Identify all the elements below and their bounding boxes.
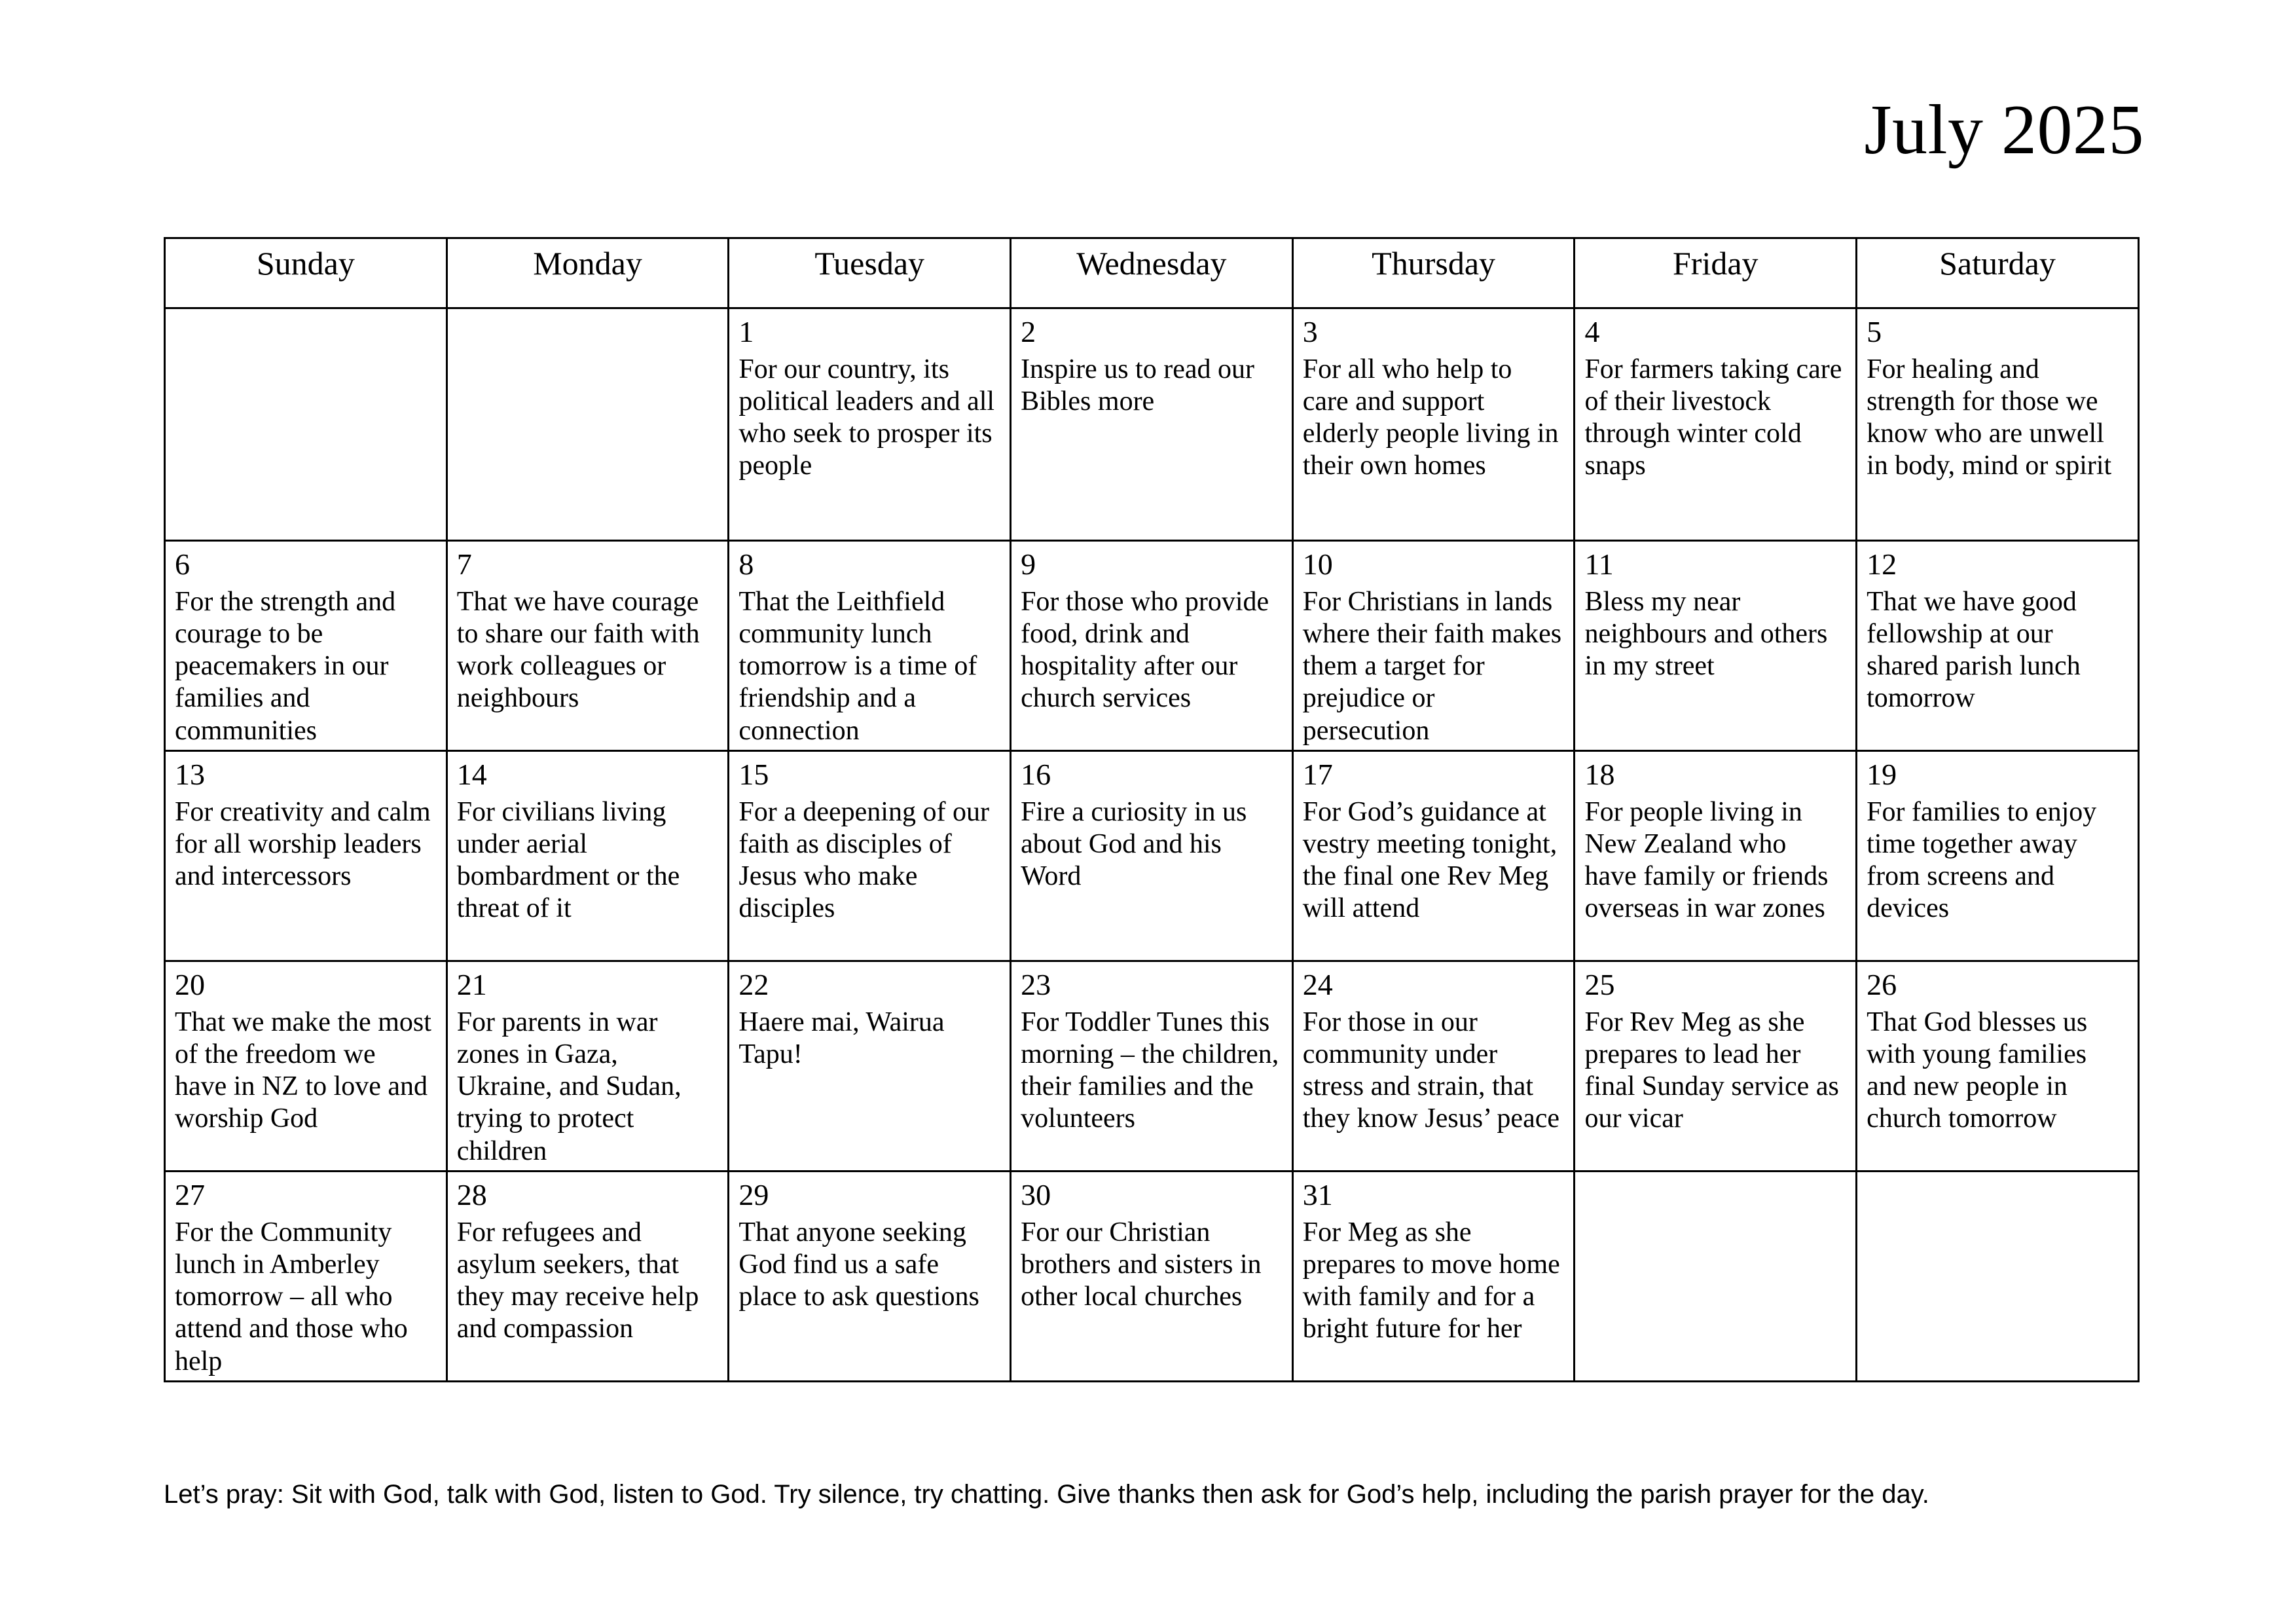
calendar-day-cell [165, 308, 447, 541]
day-number: 27 [175, 1178, 205, 1211]
page-title: July 2025 [1864, 91, 2144, 169]
day-number: 17 [1302, 758, 1333, 791]
day-prayer-text: For the Community lunch in Amberley tomorrow – all who attend and those who help [175, 1217, 408, 1376]
day-prayer-text: For our Christian brothers and sisters in other local churches [1021, 1217, 1262, 1312]
footer-note: Let’s pray: Sit with God, talk with God, listen to God. Try silence, try chatting. Give thanks then ask for God’s help, including the parish prayer for the day. [164, 1480, 1929, 1509]
calendar-day-cell [1292, 751, 1575, 961]
calendar-week-row [165, 541, 2139, 751]
day-prayer-text: For people living in New Zealand who have family or friends overseas in war zones [1584, 797, 1829, 924]
calendar-day-cell [1857, 308, 2139, 541]
day-number: 12 [1867, 547, 1897, 581]
day-number: 14 [456, 758, 487, 791]
day-prayer-text [448, 317, 728, 323]
calendar-day-cell [1011, 308, 1293, 541]
day-prayer-text [1575, 1180, 1855, 1187]
day-number [1857, 1172, 2138, 1180]
day-prayer-text: For Toddler Tunes this morning – the children, their families and the volunteers [1021, 1007, 1279, 1134]
weekday-header-monday: Monday [446, 238, 729, 308]
day-number: 21 [456, 968, 487, 1001]
calendar-day-cell [1292, 1172, 1575, 1382]
calendar-day-cell [1857, 751, 2139, 961]
day-number: 25 [1584, 968, 1615, 1001]
calendar-day-cell [1292, 308, 1575, 541]
day-prayer-text: For civilians living under aerial bombardment or the threat of it [456, 797, 680, 924]
day-prayer-text: For a deepening of our faith as disciples of Jesus who make disciples [738, 797, 989, 924]
day-number: 23 [1021, 968, 1051, 1001]
calendar-day-cell [1011, 541, 1293, 751]
day-number [166, 309, 446, 317]
calendar-day-cell [446, 541, 729, 751]
calendar-day-cell [446, 308, 729, 541]
day-prayer-text: For creativity and calm for all worship leaders and intercessors [175, 797, 431, 892]
calendar-day-cell [446, 1172, 729, 1382]
calendar-day-cell [446, 961, 729, 1172]
day-prayer-text: For those who provide food, drink and hospitality after our church services [1021, 587, 1269, 714]
day-prayer-text: For all who help to care and support elderly people living in their own homes [1302, 354, 1559, 481]
day-number: 1 [738, 315, 754, 348]
day-prayer-text: Fire a curiosity in us about God and his Word [1021, 797, 1247, 892]
calendar-day-cell [1011, 1172, 1293, 1382]
weekday-header-sunday: Sunday [165, 238, 447, 308]
day-prayer-text: For healing and strength for those we know who are unwell in body, mind or spirit [1867, 354, 2112, 481]
day-number: 22 [738, 968, 769, 1001]
calendar-table [164, 237, 2140, 1382]
calendar-container [164, 237, 2138, 1382]
calendar-day-cell [1575, 961, 1857, 1172]
day-number: 16 [1021, 758, 1051, 791]
day-number [448, 309, 728, 317]
calendar-day-cell [729, 751, 1011, 961]
calendar-day-cell [1575, 1172, 1857, 1382]
day-number: 7 [456, 547, 472, 581]
day-number: 4 [1584, 315, 1600, 348]
day-number: 20 [175, 968, 205, 1001]
calendar-week-row [165, 751, 2139, 961]
calendar-header-row [165, 238, 2139, 308]
weekday-header-saturday: Saturday [1857, 238, 2139, 308]
calendar-day-cell [729, 961, 1011, 1172]
day-prayer-text: For Christians in lands where their faith makes them a target for prejudice or persecution [1302, 587, 1562, 746]
day-prayer-text: Bless my near neighbours and others in my street [1584, 587, 1828, 682]
day-prayer-text: For those in our community under stress and strain, that they know Jesus’ peace [1302, 1007, 1560, 1134]
calendar-day-cell [1857, 1172, 2139, 1382]
day-prayer-text: That we have good fellowship at our shared parish lunch tomorrow [1867, 587, 2081, 714]
day-number: 10 [1302, 547, 1333, 581]
day-prayer-text: That the Leithfield community lunch tomorrow is a time of friendship and a connection [738, 587, 977, 746]
calendar-day-cell [1011, 961, 1293, 1172]
calendar-day-cell [165, 541, 447, 751]
day-number: 2 [1021, 315, 1036, 348]
day-number: 30 [1021, 1178, 1051, 1211]
day-prayer-text: That we have courage to share our faith with work colleagues or neighbours [456, 587, 700, 714]
calendar-day-cell [1857, 541, 2139, 751]
calendar-week-row [165, 308, 2139, 541]
day-prayer-text: For the strength and courage to be peacemakers in our families and communities [175, 587, 396, 746]
day-number: 31 [1302, 1178, 1333, 1211]
calendar-day-cell [1011, 751, 1293, 961]
day-number: 3 [1302, 315, 1318, 348]
day-number: 11 [1584, 547, 1614, 581]
calendar-day-cell [1292, 961, 1575, 1172]
day-number: 5 [1867, 315, 1882, 348]
day-number: 15 [738, 758, 769, 791]
calendar-day-cell [1857, 961, 2139, 1172]
calendar-week-row [165, 1172, 2139, 1382]
day-prayer-text: That God blesses us with young families and new people in church tomorrow [1867, 1007, 2088, 1134]
day-number: 6 [175, 547, 190, 581]
calendar-week-row [165, 961, 2139, 1172]
day-prayer-text [166, 317, 446, 323]
calendar-day-cell [165, 961, 447, 1172]
calendar-day-cell [1575, 541, 1857, 751]
day-prayer-text: That we make the most of the freedom we have in NZ to love and worship God [175, 1007, 431, 1134]
calendar-day-cell [165, 1172, 447, 1382]
day-prayer-text: For parents in war zones in Gaza, Ukraine, and Sudan, trying to protect children [456, 1007, 682, 1166]
day-number: 19 [1867, 758, 1897, 791]
calendar-day-cell [1575, 308, 1857, 541]
day-prayer-text [1857, 1180, 2138, 1187]
day-prayer-text: For farmers taking care of their livestock through winter cold snaps [1584, 354, 1842, 481]
calendar-day-cell [729, 541, 1011, 751]
calendar-day-cell [729, 308, 1011, 541]
day-number: 9 [1021, 547, 1036, 581]
weekday-header-tuesday: Tuesday [729, 238, 1011, 308]
day-prayer-text: Haere mai, Wairua Tapu! [738, 1007, 945, 1070]
day-number: 24 [1302, 968, 1333, 1001]
weekday-header-friday: Friday [1575, 238, 1857, 308]
day-prayer-text: For families to enjoy time together away from screens and devices [1867, 797, 2097, 924]
day-number [1575, 1172, 1855, 1180]
calendar-day-cell [729, 1172, 1011, 1382]
day-prayer-text: Inspire us to read our Bibles more [1021, 354, 1254, 417]
day-prayer-text: For Meg as she prepares to move home with family and for a bright future for her [1302, 1217, 1560, 1344]
day-prayer-text: For God’s guidance at vestry meeting tonight, the final one Rev Meg will attend [1302, 797, 1558, 924]
calendar-day-cell [165, 751, 447, 961]
day-number: 29 [738, 1178, 769, 1211]
day-number: 28 [456, 1178, 487, 1211]
day-number: 8 [738, 547, 754, 581]
weekday-header-wednesday: Wednesday [1011, 238, 1293, 308]
calendar-day-cell [446, 751, 729, 961]
calendar-day-cell [1575, 751, 1857, 961]
day-number: 26 [1867, 968, 1897, 1001]
day-number: 18 [1584, 758, 1615, 791]
weekday-header-thursday: Thursday [1292, 238, 1575, 308]
day-prayer-text: For refugees and asylum seekers, that they may receive help and compassion [456, 1217, 699, 1344]
day-prayer-text: For Rev Meg as she prepares to lead her final Sunday service as our vicar [1584, 1007, 1839, 1134]
calendar-day-cell [1292, 541, 1575, 751]
day-prayer-text: That anyone seeking God find us a safe place to ask questions [738, 1217, 979, 1312]
day-prayer-text: For our country, its political leaders and all who seek to prosper its people [738, 354, 995, 481]
day-number: 13 [175, 758, 205, 791]
